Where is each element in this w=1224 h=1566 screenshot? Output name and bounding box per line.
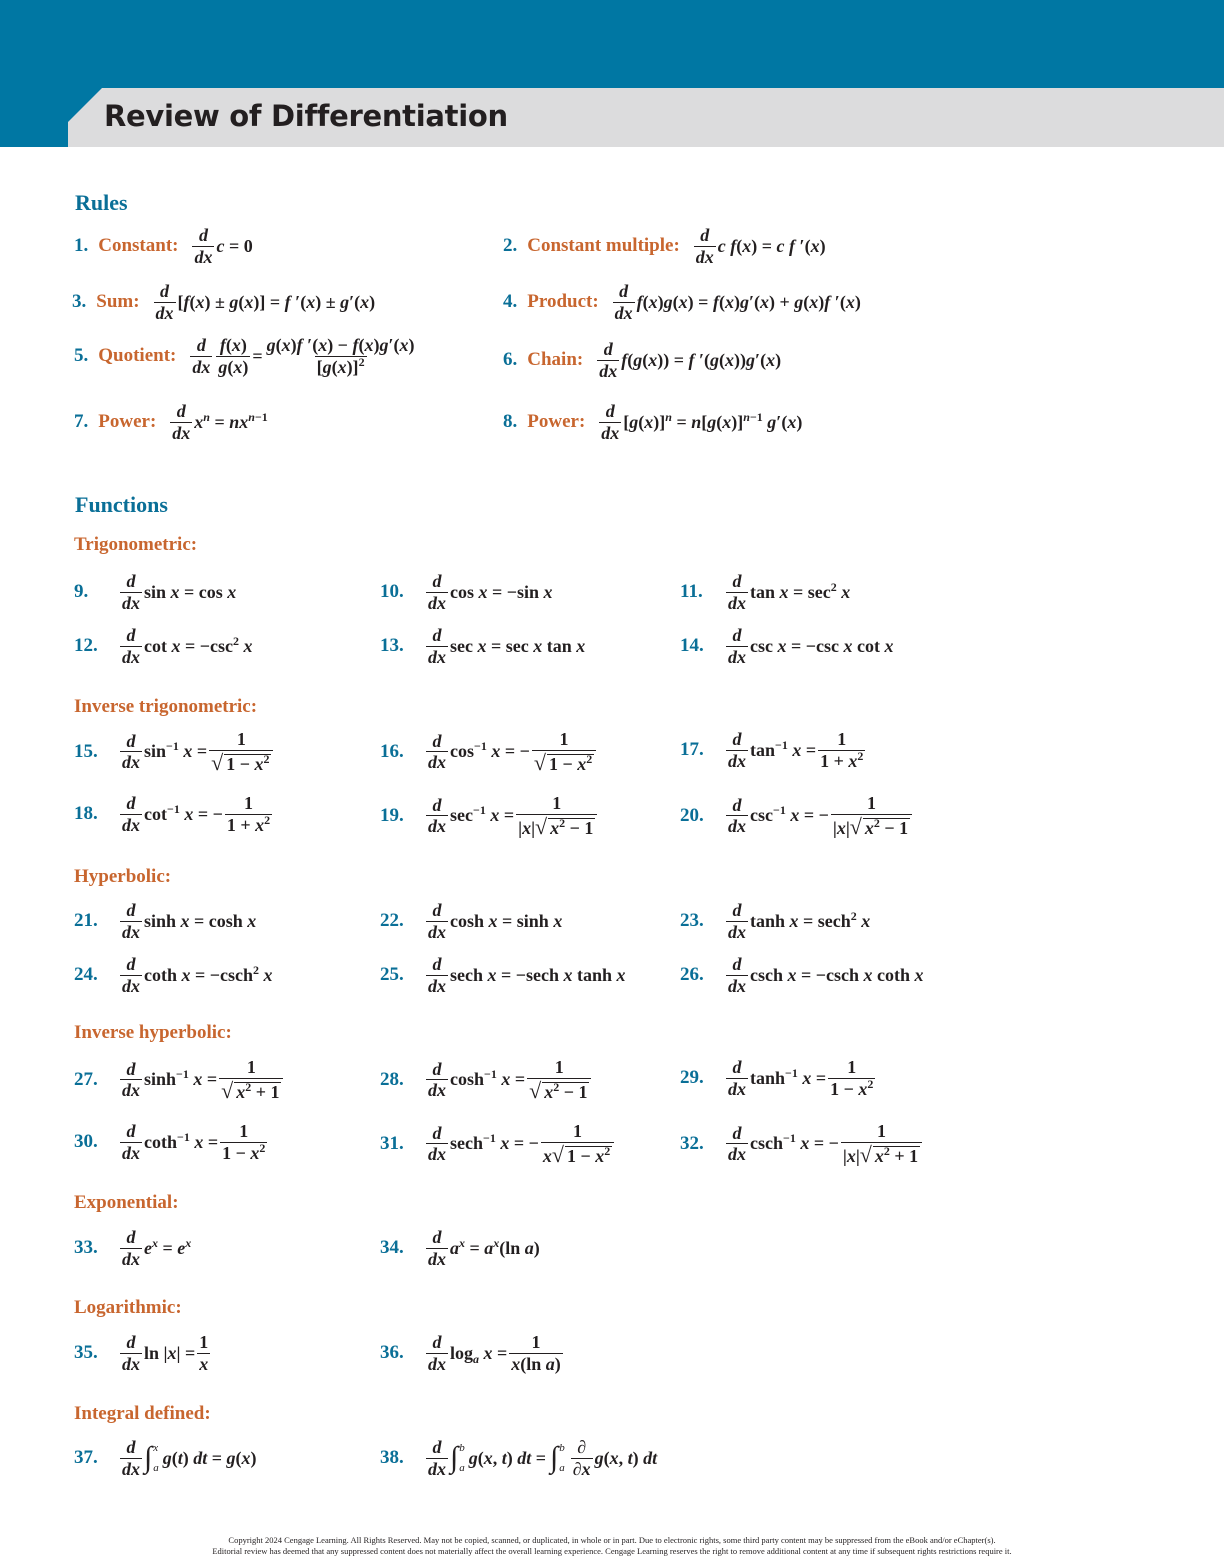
formula-15: 15. d dx $\sin^{-1} x$ = 1 √ $1 - x^2$: [74, 730, 275, 774]
copyright-line-1: Copyright 2024 Cengage Learning. All Rights Reserved. May not be copied, scanned, or duplicated, in whole or in part. Due to electronic rights, some third party content may be suppressed from the eBook and/or eChapter(s).: [228, 1535, 996, 1545]
rule-label: Sum:: [96, 291, 140, 313]
item-number: 32.: [680, 1132, 704, 1154]
formula-14: 14. d dx csc x = −csc x cot x: [680, 625, 894, 667]
item-number: 15.: [74, 740, 98, 762]
copyright-line-2: Editorial review has deemed that any suppressed content does not materially affect the overall learning experience. Cengage Learning reserves the right to remove additional content at any time if subsequent rights restrictions require it.: [212, 1546, 1012, 1557]
integral-sign-icon: ∫: [450, 1441, 459, 1475]
rule-label: Constant:: [98, 235, 179, 257]
subsection-inverse-hyperbolic: Inverse hyperbolic:: [74, 1022, 232, 1043]
formula-17: 17. d dx $\tan^{-1} x$ = $\frac{1}{1 + x^2}$: [680, 729, 864, 771]
item-number: 30.: [74, 1131, 98, 1153]
formula-11: 11. d dx $\tan x = \sec^2 x$: [680, 571, 851, 613]
item-number: 14.: [680, 635, 704, 657]
subsection-logarithmic: Logarithmic:: [74, 1297, 182, 1318]
item-number: 21.: [74, 910, 98, 932]
item-number: 28.: [380, 1068, 404, 1090]
rule-label: Quotient:: [98, 345, 177, 367]
item-number: 35.: [74, 1342, 98, 1364]
item-number: 5.: [74, 345, 89, 367]
item-number: 25.: [380, 964, 404, 986]
subsection-inverse-trigonometric: Inverse trigonometric:: [74, 696, 258, 717]
item-number: 36.: [380, 1342, 404, 1364]
item-number: 9.: [74, 581, 89, 603]
formula-9: 9. d dx sin x = cos x: [74, 571, 237, 613]
formula-36: 36. d dx $\log_a x$ = $\frac{1}{\text{x(ln a)}}$: [380, 1332, 561, 1374]
rule-label: Product:: [527, 291, 599, 313]
item-number: 26.: [680, 964, 704, 986]
formula-34: 34. d dx $a^x = a^x(\ln$ a): [380, 1227, 540, 1269]
item-number: 33.: [74, 1237, 98, 1259]
item-number: 34.: [380, 1237, 404, 1259]
rule-sum: 3. Sum: d dx [f(x) ± g(x)] = f ′(x) ± g′(x): [72, 281, 376, 323]
item-number: 4.: [503, 291, 518, 313]
formula-20: 20. d dx $\csc^{-1} x$ = − 1 |x| √ $x^2 - 1$: [680, 794, 914, 838]
formula-26: 26. d dx csch x = −csch x coth x: [680, 954, 924, 996]
rule-chain: 6. Chain: d dx f(g(x)) = f ′(g(x))g′(x): [503, 339, 782, 381]
rule-label: Constant multiple:: [527, 235, 680, 257]
item-number: 27.: [74, 1068, 98, 1090]
item-number: 23.: [680, 910, 704, 932]
section-functions: Functions: [75, 492, 168, 517]
item-number: 37.: [74, 1447, 98, 1469]
formula-18: 18. d dx $\cot^{-1} x$ = − $\frac{1}{1 + x^2}$: [74, 793, 271, 835]
item-number: 31.: [380, 1132, 404, 1154]
subsection-exponential: Exponential:: [74, 1192, 179, 1213]
copyright-notice: [0, 1535, 1224, 1558]
formula-19: 19. d dx $\sec^{-1} x$ = 1 |x| √ $x^2 - 1$: [380, 794, 599, 838]
rule-constant-multiple: 2. Constant multiple: d dx c f(x) = c f ′(x): [503, 225, 826, 267]
rule-label: Power:: [98, 411, 157, 433]
item-number: 29.: [680, 1067, 704, 1089]
item-number: 11.: [680, 581, 703, 603]
formula-22: 22. d dx cosh x = sinh x: [380, 900, 563, 942]
item-number: 18.: [74, 803, 98, 825]
formula-33: 33. d dx $e^x = e^x$: [74, 1227, 192, 1269]
rule-label: Chain:: [527, 349, 584, 371]
formula-29: 29. d dx $\tanh^{-1} x$ = $\frac{1}{1 - x^2}$: [680, 1057, 874, 1099]
rule-label: Power:: [527, 411, 586, 433]
rule-constant: 1. Constant: d dx c = 0: [74, 225, 253, 267]
formula-25: 25. d dx sech x = −sech x tanh x: [380, 954, 626, 996]
formula-12: 12. d dx $\cot x = -\csc^2$ x: [74, 625, 253, 667]
formula-30: 30. d dx coth$^{-1}$ x = $\frac{1}{1 - x^2}$: [74, 1121, 266, 1163]
section-rules: Rules: [75, 190, 128, 215]
item-number: 3.: [72, 291, 87, 313]
rule-product: 4. Product: d dx f(x)g(x) = f(x)g′(x) + g(x)f ′(x): [503, 281, 861, 323]
item-number: 12.: [74, 635, 98, 657]
formula-21: 21. d dx sinh x = cosh x: [74, 900, 257, 942]
item-number: 17.: [680, 739, 704, 761]
rule-quotient: 5. Quotient: d dx $\frac{f(x)}{g(x)}$ = $\frac{g(x)f '(x) - f(x)g'(x)}{[g(x)]^2}$: [74, 335, 415, 377]
formula-10: 10. d dx cos x = −sin x: [380, 571, 553, 613]
formula-28: 28. d dx $\cosh^{-1} x$ = 1 √ $x^2 - 1$: [380, 1058, 593, 1102]
integral-sign-icon: ∫: [550, 1441, 559, 1475]
formula-27: 27. d dx $\sinh^{-1} x$ = 1 √ $x^2 + 1$: [74, 1058, 285, 1102]
integral-sign-icon: ∫: [144, 1441, 153, 1475]
item-number: 6.: [503, 349, 518, 371]
formula-24: 24. d dx coth x = −csch$^2$ x: [74, 954, 273, 996]
item-number: 1.: [74, 235, 89, 257]
formula-16: 16. d dx $\cos^{-1} x$ = − 1 √ $1 - x^2$: [380, 730, 598, 774]
item-number: 2.: [503, 235, 518, 257]
item-number: 24.: [74, 964, 98, 986]
item-number: 16.: [380, 740, 404, 762]
item-number: 38.: [380, 1447, 404, 1469]
item-number: 20.: [680, 804, 704, 826]
formula-31: 31. d dx sech$^{-1}$ x = − 1 x √ $1 - x^2$: [380, 1122, 616, 1166]
subsection-hyperbolic: Hyperbolic:: [74, 866, 172, 887]
rule-general-power: 8. Power: d dx $[g(x)]^n = n[g(x)]^{n-1}$ g′(x): [503, 401, 803, 443]
subsection-trigonometric: Trigonometric:: [74, 534, 198, 555]
rule-power: 7. Power: d dx $x^n = nx^{n-1}$: [74, 401, 268, 443]
formula-32: 32. d dx csch$^{-1}$ x = − 1 |x| √ $x^2 + 1$: [680, 1122, 924, 1166]
item-number: 8.: [503, 411, 518, 433]
item-number: 7.: [74, 411, 89, 433]
page-title: Review of Differentiation: [104, 99, 508, 133]
item-number: 22.: [380, 910, 404, 932]
formula-35: 35. d dx ln |x| = $\frac{1}{x}$: [74, 1332, 209, 1374]
formula-37: 37. d dx ∫ x a g(t) dt = g(x): [74, 1437, 257, 1479]
formula-38: 38. d dx ∫ b a g(x, t) dt = ∫ b a ∂ ∂x g(x, t) dt: [380, 1437, 658, 1479]
item-number: 10.: [380, 581, 404, 603]
item-number: 19.: [380, 804, 404, 826]
subsection-integral-defined: Integral defined:: [74, 1403, 211, 1424]
formula-23: 23. d dx tanh x = sech$^2$ x: [680, 900, 871, 942]
item-number: 13.: [380, 635, 404, 657]
formula-13: 13. d dx sec x = sec x tan x: [380, 625, 586, 667]
